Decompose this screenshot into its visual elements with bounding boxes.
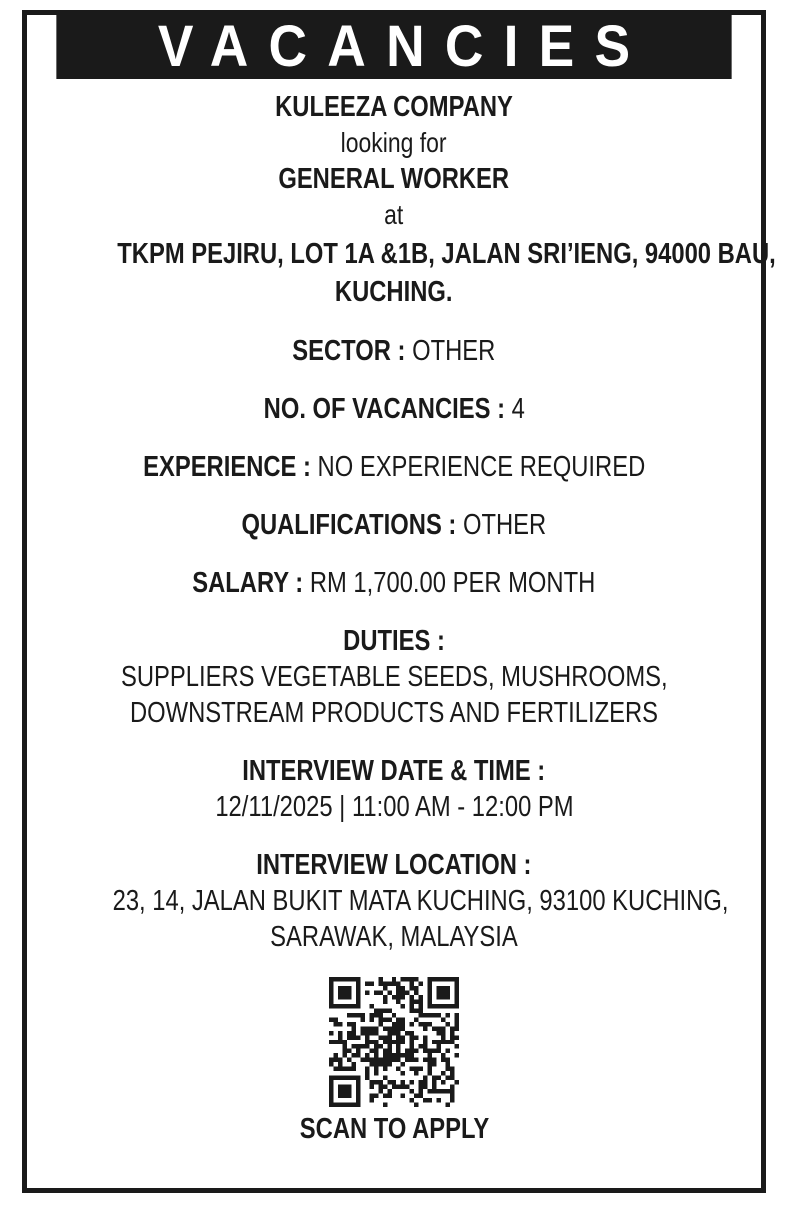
experience-field <box>45 449 743 485</box>
work-address <box>45 235 776 311</box>
vacancies-field <box>45 391 743 427</box>
qualifications-label: QUALIFICATIONS : <box>241 509 457 541</box>
interview-datetime-label: INTERVIEW DATE & TIME : <box>242 755 546 787</box>
vacancies-banner <box>56 15 731 79</box>
looking-for-text: looking for <box>341 127 447 158</box>
experience-label: EXPERIENCE : <box>142 451 311 483</box>
duties-section <box>45 623 743 731</box>
interview-datetime-value: 12/11/2025 | 11:00 AM - 12:00 PM <box>214 791 574 823</box>
qr-code-icon[interactable] <box>329 977 459 1107</box>
interview-location-section <box>45 847 743 955</box>
at-text: at <box>384 199 404 230</box>
qualifications-field <box>45 507 743 543</box>
qualifications-value: OTHER <box>463 509 547 541</box>
position-title: GENERAL WORKER <box>278 163 510 195</box>
ad-content <box>27 89 776 1147</box>
duties-line1: SUPPLIERS VEGETABLE SEEDS, MUSHROOMS, <box>120 661 668 693</box>
salary-value: RM 1,700.00 PER MONTH <box>310 567 596 599</box>
duties-line2: DOWNSTREAM PRODUCTS AND FERTILIZERS <box>129 697 659 729</box>
work-address-line2: KUCHING. <box>335 276 453 308</box>
vacancies-value: 4 <box>511 393 525 425</box>
interview-location-label: INTERVIEW LOCATION : <box>256 849 532 881</box>
company-name: KULEEZA COMPANY <box>275 91 513 123</box>
sector-label: SECTOR : <box>292 335 406 367</box>
vacancies-label: NO. OF VACANCIES : <box>263 393 505 425</box>
salary-field <box>45 565 743 601</box>
banner-title: VACANCIES <box>157 14 651 79</box>
duties-label: DUTIES : <box>343 625 445 657</box>
scan-to-apply-label[interactable]: SCAN TO APPLY <box>299 1113 489 1145</box>
sector-field <box>45 333 743 369</box>
experience-value: NO EXPERIENCE REQUIRED <box>317 451 646 483</box>
interview-location-line2: SARAWAK, MALAYSIA <box>270 921 518 953</box>
work-address-line1: TKPM PEJIRU, LOT 1A &1B, JALAN SRI’IENG, 94000 BAU, <box>117 238 776 270</box>
interview-datetime-section <box>45 753 743 825</box>
salary-label: SALARY : <box>192 567 304 599</box>
sector-value: OTHER <box>412 335 496 367</box>
interview-location-line1: 23, 14, JALAN BUKIT MATA KUCHING, 93100 KUCHING, <box>112 885 729 917</box>
vacancy-ad <box>22 10 776 1193</box>
